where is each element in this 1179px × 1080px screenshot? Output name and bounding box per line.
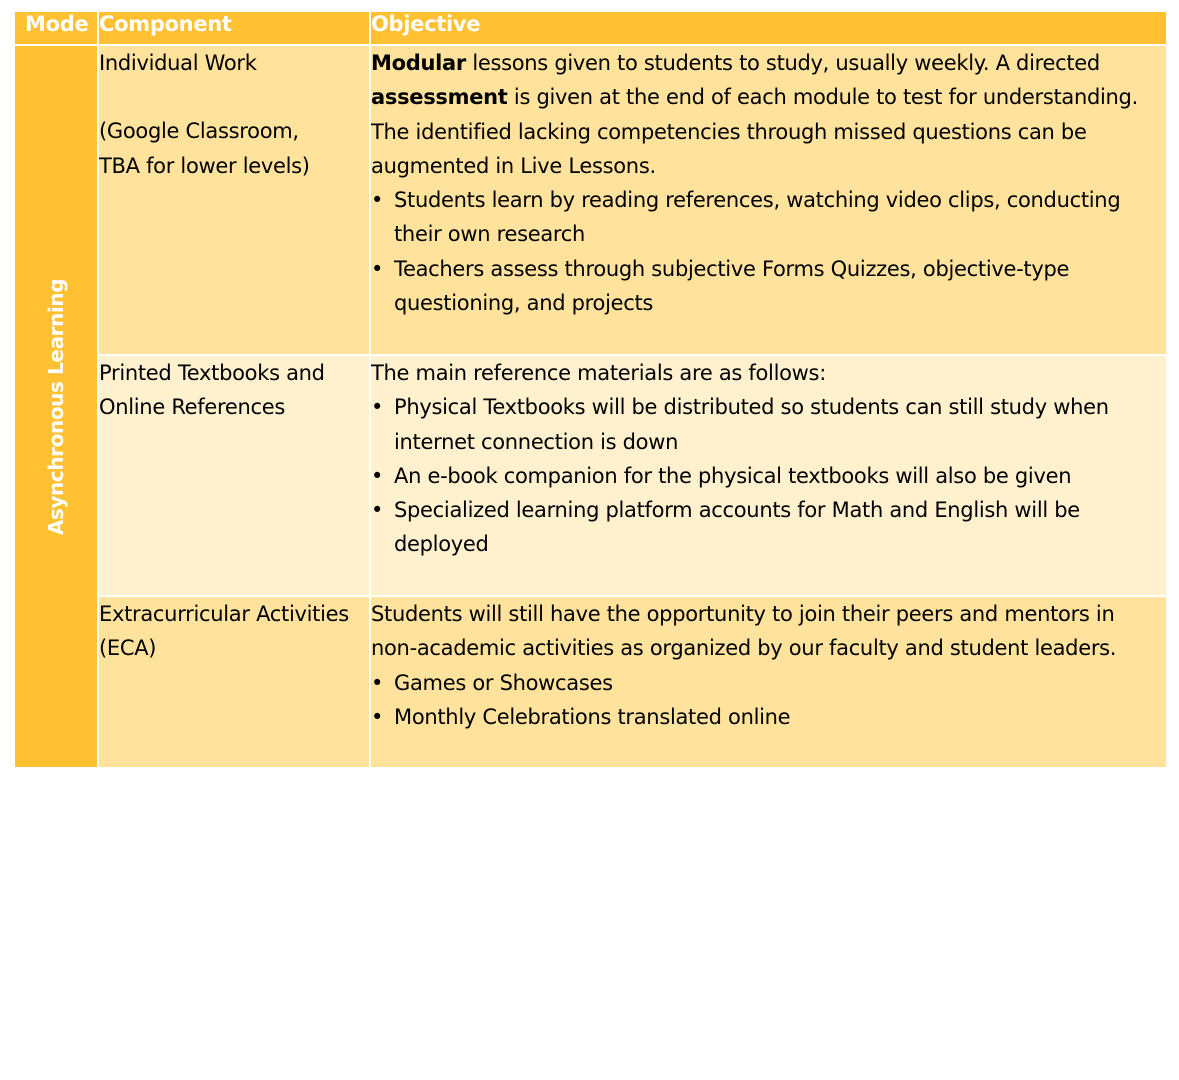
list-item: • Games or Showcases <box>371 666 1166 700</box>
mode-cell <box>14 45 98 768</box>
header-mode: Mode <box>14 11 98 45</box>
table-row <box>14 596 1167 768</box>
component-cell <box>98 355 370 596</box>
list-item: • An e-book companion for the physical textbooks will also be given <box>371 459 1166 493</box>
list-item: • Teachers assess through subjective Forms Quizzes, objective-type questioning, and projects <box>371 252 1166 321</box>
component-text: (Google Classroom, <box>99 119 299 144</box>
objective-intro: Students will still have the opportunity to join their peers and mentors in non-academic activities as organized by our faculty and student leaders. <box>371 602 1117 661</box>
list-item: • Students learn by reading references, watching video clips, conducting their own research <box>371 183 1166 252</box>
objective-emphasis: Modular <box>371 51 466 75</box>
component-text: Printed Textbooks and Online References <box>99 361 325 420</box>
objective-bullet-list <box>371 183 1166 320</box>
list-item: • Physical Textbooks will be distributed so students can still study when internet connection is down <box>371 390 1166 459</box>
component-text: Extracurricular Activities (ECA) <box>99 602 349 661</box>
learning-modes-table <box>13 10 1168 769</box>
objective-emphasis: assessment <box>371 85 508 110</box>
objective-text: lessons given to students to study, usually weekly. A directed <box>465 51 1100 75</box>
mode-label: Asynchronous Learning <box>44 278 68 535</box>
component-text: TBA for lower levels) <box>99 153 310 178</box>
objective-text: is given at the end of each module to test for understanding. The identified lacking competencies through missed questions can be augmented in Live Lessons. <box>371 85 1138 178</box>
table-row <box>14 355 1167 596</box>
objective-cell <box>370 355 1167 596</box>
component-text: Individual Work <box>99 51 257 75</box>
list-item: • Monthly Celebrations translated online <box>371 700 1166 734</box>
table-row <box>14 45 1167 355</box>
objective-intro <box>371 46 1166 183</box>
objective-bullet-list <box>371 390 1166 561</box>
objective-cell <box>370 45 1167 355</box>
list-item: • Specialized learning platform accounts for Math and English will be deployed <box>371 493 1166 562</box>
objective-intro: The main reference materials are as follows: <box>371 361 826 385</box>
header-row <box>14 11 1167 45</box>
header-objective: Objective <box>370 11 1167 45</box>
component-cell <box>98 45 370 355</box>
component-cell <box>98 596 370 768</box>
header-component: Component <box>98 11 370 45</box>
objective-bullet-list <box>371 666 1166 735</box>
objective-cell <box>370 596 1167 768</box>
